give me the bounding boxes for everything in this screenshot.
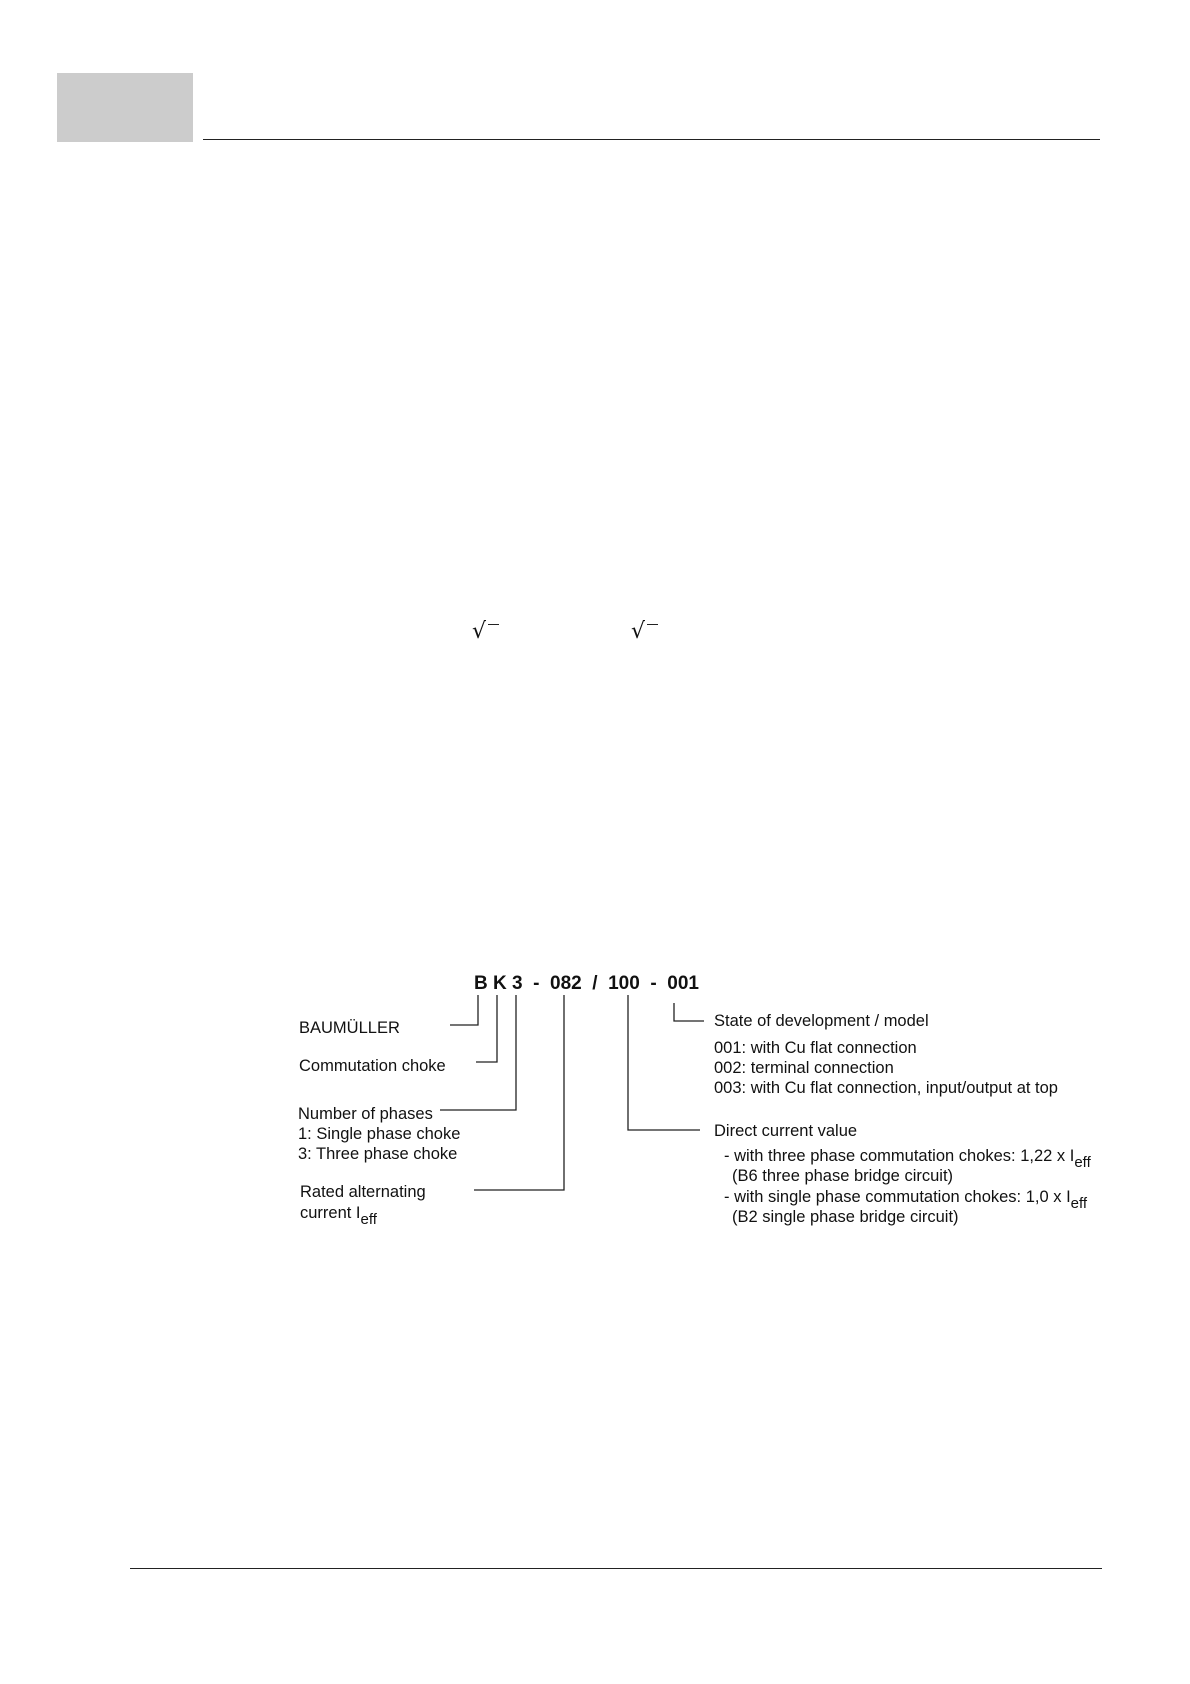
label-state-003: 003: with Cu flat connection, input/output at top: [714, 1079, 1058, 1097]
subscript-eff: eff: [1074, 1154, 1091, 1171]
label-dc-single-phase: - with single phase commutation chokes: 1,0 x Ieff: [724, 1188, 1088, 1212]
connector-rated-current: [474, 995, 564, 1190]
connector-state: [674, 1003, 704, 1021]
sqrt-symbol: √: [631, 619, 646, 644]
label-phases-1: 1: Single phase choke: [298, 1125, 461, 1143]
connector-device: [476, 995, 497, 1062]
label-phases-title: Number of phases: [298, 1105, 433, 1123]
label-rated-current-line1: Rated alternating: [300, 1183, 426, 1201]
subscript-eff: eff: [1070, 1195, 1088, 1212]
subscript-eff: eff: [360, 1211, 377, 1228]
label-rated-current-line2: current Ieff: [300, 1204, 377, 1228]
label-phases-3: 3: Three phase choke: [298, 1145, 458, 1163]
label-state-title: State of development / model: [714, 1012, 929, 1030]
label-dc-three-phase-note: (B6 three phase bridge circuit): [732, 1167, 954, 1185]
label-dc-single-phase-note: (B2 single phase bridge circuit): [732, 1208, 959, 1226]
label-device: Commutation choke: [299, 1057, 446, 1075]
label-dc-title: Direct current value: [714, 1122, 858, 1140]
footer-rule: [130, 1568, 1102, 1569]
connector-manufacturer: [450, 995, 478, 1025]
label-state-002: 002: terminal connection: [714, 1059, 894, 1077]
label-manufacturer: BAUMÜLLER: [299, 1019, 400, 1037]
type-code: B K 3 - 082 / 100 - 001: [474, 973, 699, 994]
label-state-001: 001: with Cu flat connection: [714, 1039, 917, 1057]
label-dc-three-phase: - with three phase commutation chokes: 1,22 x Ieff: [724, 1147, 1091, 1171]
connector-dc-value: [628, 995, 700, 1130]
sqrt-symbol: √: [472, 619, 487, 644]
